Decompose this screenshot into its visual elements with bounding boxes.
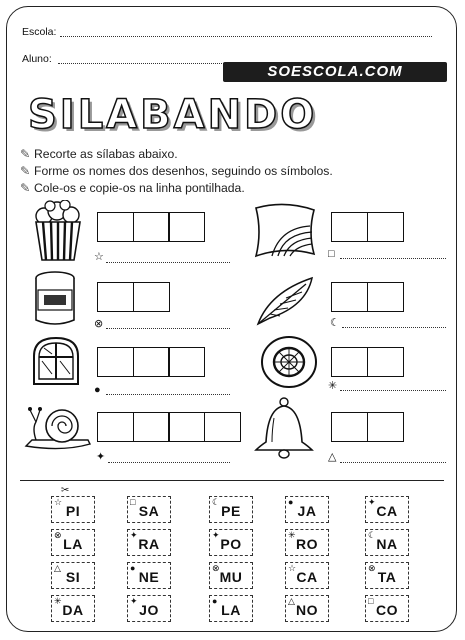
syllable-card[interactable] xyxy=(365,529,409,556)
syllable-symbol-icon: ● xyxy=(212,596,218,606)
pillow-icon xyxy=(250,198,320,260)
copy-line-pillow[interactable] xyxy=(340,258,446,259)
syllable-text: SI xyxy=(65,569,81,585)
copy-line-feather[interactable] xyxy=(342,327,446,328)
answer-box[interactable] xyxy=(367,347,404,377)
answer-box[interactable] xyxy=(97,282,134,312)
syllable-text: RO xyxy=(296,536,318,552)
answer-box[interactable] xyxy=(97,412,134,442)
copy-line-popcorn[interactable] xyxy=(106,262,230,263)
answer-box[interactable] xyxy=(331,347,368,377)
answer-box[interactable] xyxy=(168,212,205,242)
syllable-card[interactable] xyxy=(209,496,253,523)
snail-icon xyxy=(22,404,94,452)
syllable-symbol-icon: ☆ xyxy=(288,563,297,573)
symbol-sparkle-icon: ✦ xyxy=(96,451,106,463)
syllable-symbol-icon: ☆ xyxy=(54,497,63,507)
syllable-card[interactable] xyxy=(127,595,171,622)
instruction-2 xyxy=(20,164,333,178)
syllable-symbol-icon: ☾ xyxy=(212,497,221,507)
syllable-card[interactable] xyxy=(51,496,95,523)
answer-box[interactable] xyxy=(204,412,241,442)
syllable-card[interactable] xyxy=(209,529,253,556)
syllable-text: CO xyxy=(376,602,398,618)
syllable-card[interactable] xyxy=(51,529,95,556)
syllable-card[interactable] xyxy=(365,562,409,589)
copy-line-snail[interactable] xyxy=(108,462,230,463)
copy-line-bell[interactable] xyxy=(340,462,446,463)
syllable-text: PI xyxy=(65,503,81,519)
syllable-text: MU xyxy=(219,569,243,585)
popcorn-icon xyxy=(30,200,88,262)
answer-box[interactable] xyxy=(133,347,170,377)
answer-boxes-pillow xyxy=(331,212,402,242)
syllable-text: TA xyxy=(377,569,397,585)
syllable-symbol-icon: ✦ xyxy=(368,497,376,507)
syllable-card[interactable] xyxy=(209,595,253,622)
syllable-symbol-icon: ⊗ xyxy=(212,563,220,573)
syllable-text: JA xyxy=(297,503,317,519)
syllable-symbol-icon: ✳ xyxy=(288,530,296,540)
feather-icon xyxy=(250,272,320,328)
answer-boxes-popcorn xyxy=(97,212,204,242)
syllable-text: NE xyxy=(138,569,160,585)
syllable-text: PE xyxy=(221,503,241,519)
symbol-star-icon: ☆ xyxy=(94,251,104,263)
syllable-text: SA xyxy=(138,503,160,519)
student-label: Aluno: xyxy=(22,53,52,65)
copy-line-can[interactable] xyxy=(106,328,230,329)
instruction-text: Recorte as sílabas abaixo. xyxy=(34,147,178,161)
syllable-symbol-icon: □ xyxy=(130,497,136,507)
copy-line-tire[interactable] xyxy=(340,390,446,391)
answer-box[interactable] xyxy=(331,412,368,442)
answer-box[interactable] xyxy=(367,212,404,242)
syllable-card[interactable] xyxy=(127,562,171,589)
answer-box[interactable] xyxy=(133,282,170,312)
answer-box[interactable] xyxy=(168,347,205,377)
answer-boxes-can xyxy=(97,282,168,312)
answer-box[interactable] xyxy=(97,347,134,377)
syllable-card[interactable] xyxy=(285,562,329,589)
syllable-text: JO xyxy=(139,602,159,618)
answer-box[interactable] xyxy=(331,282,368,312)
answer-boxes-bell xyxy=(331,412,402,442)
school-field xyxy=(22,26,56,38)
instruction-text: Forme os nomes dos desenhos, seguindo os símbolos. xyxy=(34,164,333,178)
window-icon xyxy=(28,334,84,388)
syllable-symbol-icon: ✦ xyxy=(130,596,138,606)
syllable-card[interactable] xyxy=(285,595,329,622)
symbol-triangle-icon: △ xyxy=(328,451,337,463)
syllable-text: RA xyxy=(138,536,160,552)
syllable-text: CA xyxy=(296,569,318,585)
syllable-text: PO xyxy=(220,536,242,552)
syllable-card[interactable] xyxy=(285,496,329,523)
syllable-card[interactable] xyxy=(209,562,253,589)
school-line[interactable] xyxy=(60,36,432,37)
syllable-symbol-icon: ☾ xyxy=(368,530,377,540)
symbol-asterisk-icon: ✳ xyxy=(328,380,338,392)
syllable-card[interactable] xyxy=(51,562,95,589)
student-field xyxy=(22,53,52,65)
syllable-symbol-icon: △ xyxy=(288,596,295,606)
bell-icon xyxy=(250,396,318,460)
syllable-card[interactable] xyxy=(51,595,95,622)
instruction-1 xyxy=(20,147,178,161)
answer-boxes-snail xyxy=(97,412,239,442)
answer-box[interactable] xyxy=(97,212,134,242)
instruction-3 xyxy=(20,181,245,195)
answer-box[interactable] xyxy=(331,212,368,242)
answer-boxes-feather xyxy=(331,282,402,312)
scribble-bullet-icon: ✎ xyxy=(20,164,31,178)
syllable-symbol-icon: ⊗ xyxy=(368,563,376,573)
syllable-text: NA xyxy=(376,536,398,552)
syllable-symbol-icon: ⊗ xyxy=(54,530,62,540)
copy-line-window[interactable] xyxy=(106,394,230,395)
syllable-card[interactable] xyxy=(127,529,171,556)
syllable-symbol-icon: ✦ xyxy=(130,530,138,540)
syllable-card[interactable] xyxy=(365,496,409,523)
syllable-symbol-icon: □ xyxy=(368,596,374,606)
scribble-bullet-icon: ✎ xyxy=(20,181,31,195)
answer-box[interactable] xyxy=(133,412,170,442)
answer-boxes-window xyxy=(97,347,204,377)
syllable-symbol-icon: △ xyxy=(54,563,61,573)
syllable-symbol-icon: ✦ xyxy=(212,530,220,540)
syllable-card[interactable] xyxy=(127,496,171,523)
answer-box[interactable] xyxy=(367,412,404,442)
cut-separator xyxy=(20,480,444,481)
scribble-bullet-icon: ✎ xyxy=(20,147,31,161)
answer-box[interactable] xyxy=(133,212,170,242)
symbol-dot-icon: ● xyxy=(94,384,101,396)
symbol-circled-x-icon: ⊗ xyxy=(94,318,104,330)
site-logo: SOESCOLA.COM xyxy=(223,62,447,82)
syllable-text: LA xyxy=(63,536,83,552)
syllable-card[interactable] xyxy=(365,595,409,622)
worksheet-title: SILABANDO xyxy=(28,92,318,138)
syllable-card[interactable] xyxy=(285,529,329,556)
symbol-square-icon: □ xyxy=(328,248,335,260)
symbol-moon-icon: ☾ xyxy=(330,317,340,329)
syllable-symbol-icon: ● xyxy=(288,497,294,507)
scissors-icon: ✂ xyxy=(61,485,70,496)
syllable-text: LA xyxy=(221,602,241,618)
answer-box[interactable] xyxy=(168,412,205,442)
can-icon xyxy=(30,270,80,328)
syllable-text: DA xyxy=(62,602,84,618)
tire-icon xyxy=(258,334,320,390)
syllable-symbol-icon: ● xyxy=(130,563,136,573)
school-label: Escola: xyxy=(22,26,57,38)
answer-box[interactable] xyxy=(367,282,404,312)
syllable-text: CA xyxy=(376,503,398,519)
instruction-text: Cole-os e copie-os na linha pontilhada. xyxy=(34,181,245,195)
syllable-symbol-icon: ✳ xyxy=(54,596,62,606)
syllable-text: NO xyxy=(296,602,318,618)
answer-boxes-tire xyxy=(331,347,402,377)
